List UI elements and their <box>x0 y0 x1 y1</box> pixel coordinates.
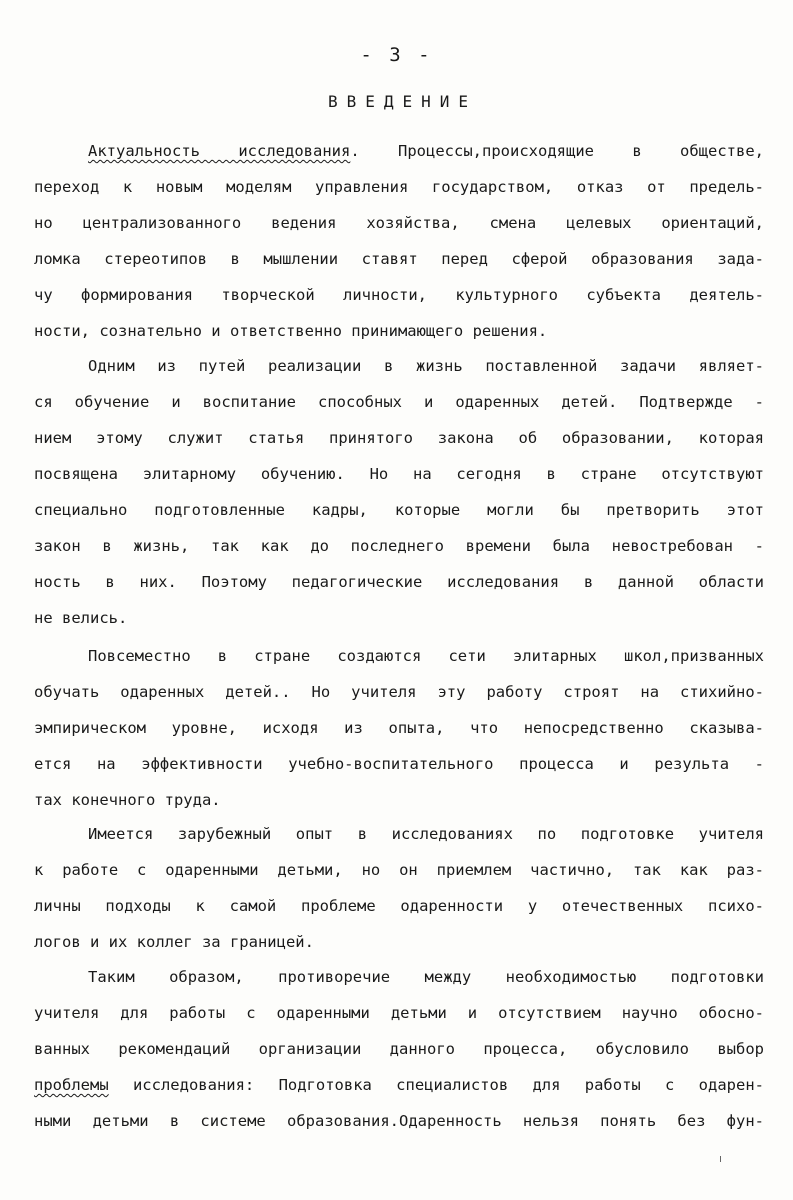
text-line: к работе с одаренными детьми, но он приемлем частично, так как раз- <box>34 861 764 879</box>
text-line: тах конечного труда. <box>34 791 221 809</box>
text-line: личны подходы к самой проблеме одаренности у отечественных психо- <box>34 897 764 915</box>
page-number: - 3 - <box>360 44 433 66</box>
text-line: посвящена элитарному обучению. Но на сегодня в стране отсутствуют <box>34 465 764 483</box>
text-line: ности, сознательно и ответственно принимающего решения. <box>34 322 548 340</box>
text-line <box>88 140 764 162</box>
text-line: ся обучение и воспитание способных и одаренных детей. Подтвержде - <box>34 393 764 411</box>
text-line: эмпирическом уровне, исходя из опыта, что непосредственно сказыва- <box>34 719 764 737</box>
text-line: нием этому служит статья принятого закона об образовании, которая <box>34 429 764 447</box>
text-line: но централизованного ведения хозяйства, смена целевых ориентаций, <box>34 214 764 232</box>
text-line: Таким образом, противоречие между необходимостью подготовки <box>88 968 764 986</box>
text-line: ность в них. Поэтому педагогические исследования в данной области <box>34 573 764 591</box>
text-line: переход к новым моделям управления государством, отказ от предель- <box>34 178 764 196</box>
underlined-word: проблемы <box>34 1076 109 1094</box>
text-line: ными детьми в системе образования.Одаренность нельзя понять без фун- <box>34 1112 764 1130</box>
text-fragment: . Процессы,происходящие в обществе, <box>350 142 764 160</box>
text-line: ется на эффективности учебно-воспитательного процесса и результа - <box>34 755 764 773</box>
text-fragment: исследования: Подготовка специалистов для работы с одарен- <box>108 1076 764 1094</box>
text-line: логов и их коллег за границей. <box>34 933 314 951</box>
scan-mark <box>720 1156 721 1162</box>
text-line: ломка стереотипов в мышлении ставят перед сферой образования зада- <box>34 250 764 268</box>
text-line: учителя для работы с одаренными детьми и отсутствием научно обосно- <box>34 1004 764 1022</box>
text-line: чу формирования творческой личности, культурного субъекта деятель- <box>34 286 764 304</box>
text-line: закон в жизнь, так как до последнего времени была невостребован - <box>34 537 764 555</box>
text-line: Имеется зарубежный опыт в исследованиях по подготовке учителя <box>88 825 764 843</box>
text-line: обучать одаренных детей.. Но учителя эту работу строят на стихийно- <box>34 683 764 701</box>
text-line: не велись. <box>34 609 128 627</box>
page-title: ВВЕДЕНИЕ <box>327 92 478 111</box>
text-line: специально подготовленные кадры, которые могли бы претворить этот <box>34 501 764 519</box>
text-line <box>34 1074 764 1096</box>
text-line: Одним из путей реализации в жизнь поставленной задачи являет- <box>88 357 764 375</box>
underlined-phrase: Актуальность исследования <box>88 142 351 160</box>
text-line: ванных рекомендаций организации данного процесса, обусловило выбор <box>34 1040 764 1058</box>
text-line: Повсеместно в стране создаются сети элитарных школ,призванных <box>88 647 764 665</box>
